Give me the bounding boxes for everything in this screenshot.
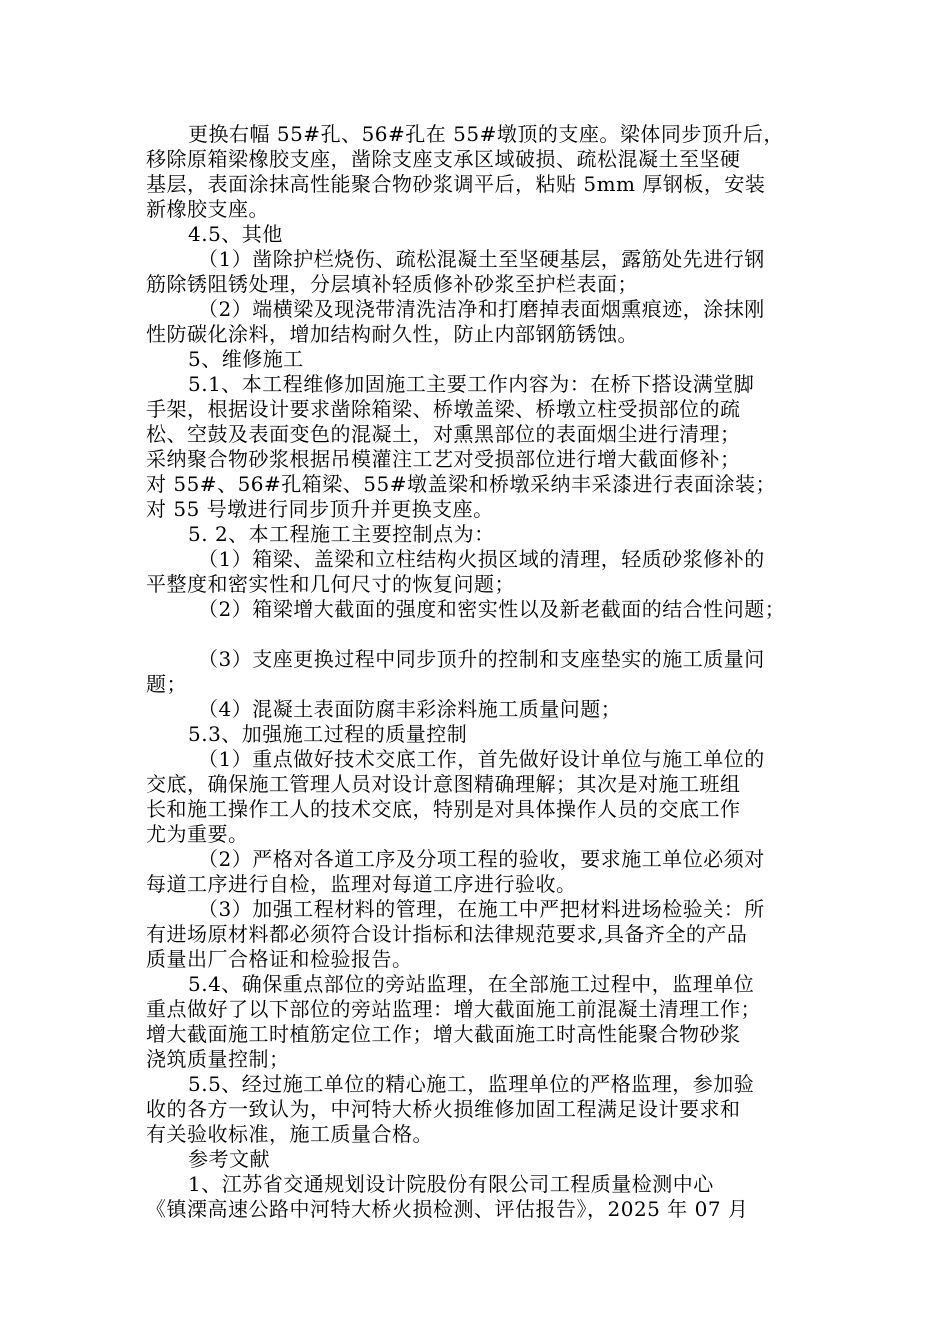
reference-item: 1、江苏省交通规划设计院股份有限公司工程质量检测中心 bbox=[188, 1172, 714, 1196]
text-line: 质量出厂合格证和检验报告。 bbox=[146, 947, 413, 971]
section-heading: 4.5、其他 bbox=[188, 222, 283, 246]
text-line: 长和施工操作工人的技术交底，特别是对具体操作人员的交底工作 bbox=[146, 797, 741, 821]
text-line: 移除原箱梁橡胶支座，凿除支座支承区域破损、疏松混凝土至坚硬 bbox=[146, 147, 741, 171]
reference-item: 《镇溧高速公路中河特大桥火损检测、评估报告》，2025 年 07 月 bbox=[146, 1197, 749, 1221]
text-line: （1）重点做好技术交底工作，首先做好设计单位与施工单位的 bbox=[198, 747, 765, 771]
text-line: 对 55 号墩进行同步顶升并更换支座。 bbox=[146, 497, 494, 521]
text-line: 性防碳化涂料，增加结构耐久性，防止内部钢筋锈蚀。 bbox=[146, 322, 638, 346]
text-line: 浇筑质量控制； bbox=[146, 1047, 290, 1071]
text-line: （2）端横梁及现浇带清洗洁净和打磨掉表面烟熏痕迹，涂抹刚 bbox=[198, 297, 765, 321]
text-line: （4）混凝土表面防腐丰彩涂料施工质量问题； bbox=[198, 697, 622, 721]
section-heading: 5、维修施工 bbox=[188, 347, 304, 371]
text-line: 更换右幅 55#孔、56#孔在 55#墩顶的支座。梁体同步顶升后， bbox=[188, 122, 784, 146]
text-line: （1）箱梁、盖梁和立柱结构火损区域的清理，轻质砂浆修补的 bbox=[198, 547, 765, 571]
text-line: 收的各方一致认为，中河特大桥火损维修加固工程满足设计要求和 bbox=[146, 1097, 741, 1121]
text-line: 题； bbox=[146, 672, 187, 696]
text-line: （2）箱梁增大截面的强度和密实性以及新老截面的结合性问题； bbox=[198, 597, 786, 621]
text-line: 筋除锈阻锈处理，分层填补轻质修补砂浆至护栏表面； bbox=[146, 272, 638, 296]
text-line: 基层，表面涂抹高性能聚合物砂浆调平后，粘贴 5mm 厚钢板，安装 bbox=[146, 172, 766, 196]
text-line: 手架，根据设计要求凿除箱梁、桥墩盖梁、桥墩立柱受损部位的疏 bbox=[146, 397, 741, 421]
text-line: 平整度和密实性和几何尺寸的恢复问题； bbox=[146, 572, 515, 596]
text-line: 5.5、经过施工单位的精心施工，监理单位的严格监理，参加验 bbox=[188, 1072, 755, 1096]
text-line: 5.4、确保重点部位的旁站监理，在全部施工过程中，监理单位 bbox=[188, 972, 755, 996]
text-line: 重点做好了以下部位的旁站监理：增大截面施工前混凝土清理工作； bbox=[146, 997, 761, 1021]
text-line: 交底，确保施工管理人员对设计意图精确理解；其次是对施工班组 bbox=[146, 772, 741, 796]
text-line: （3）支座更换过程中同步顶升的控制和支座垫实的施工质量问 bbox=[198, 647, 765, 671]
text-line: 有进场原材料都必须符合设计指标和法律规范要求,具备齐全的产品 bbox=[146, 922, 748, 946]
text-line: 采纳聚合物砂浆根据吊模灌注工艺对受损部位进行增大截面修补； bbox=[146, 447, 741, 471]
text-line: （1）凿除护栏烧伤、疏松混凝土至坚硬基层，露筋处先进行钢 bbox=[198, 247, 765, 271]
blank-line bbox=[146, 622, 826, 647]
text-line: 5.1、本工程维修加固施工主要工作内容为：在桥下搭设满堂脚 bbox=[188, 372, 755, 396]
text-line: 增大截面施工时植筋定位工作；增大截面施工时高性能聚合物砂浆 bbox=[146, 1022, 741, 1046]
text-line: 尤为重要。 bbox=[146, 822, 249, 846]
text-line: （3）加强工程材料的管理，在施工中严把材料进场检验关：所 bbox=[198, 897, 765, 921]
section-heading: 5.3、加强施工过程的质量控制 bbox=[188, 722, 468, 746]
text-line: 松、空鼓及表面变色的混凝土，对熏黑部位的表面烟尘进行清理； bbox=[146, 422, 741, 446]
text-line: 每道工序进行自检，监理对每道工序进行验收。 bbox=[146, 872, 577, 896]
section-heading: 参考文献 bbox=[188, 1147, 270, 1171]
text-line: 有关验收标准，施工质量合格。 bbox=[146, 1122, 433, 1146]
text-line: 对 55#、56#孔箱梁、55#墩盖梁和桥墩采纳丰采漆进行表面涂装； bbox=[146, 472, 776, 496]
text-line: 新橡胶支座。 bbox=[146, 197, 269, 221]
text-line: 5. 2、本工程施工主要控制点为： bbox=[188, 522, 495, 546]
document-body bbox=[146, 122, 826, 1222]
text-line: （2）严格对各道工序及分项工程的验收，要求施工单位必须对 bbox=[198, 847, 765, 871]
